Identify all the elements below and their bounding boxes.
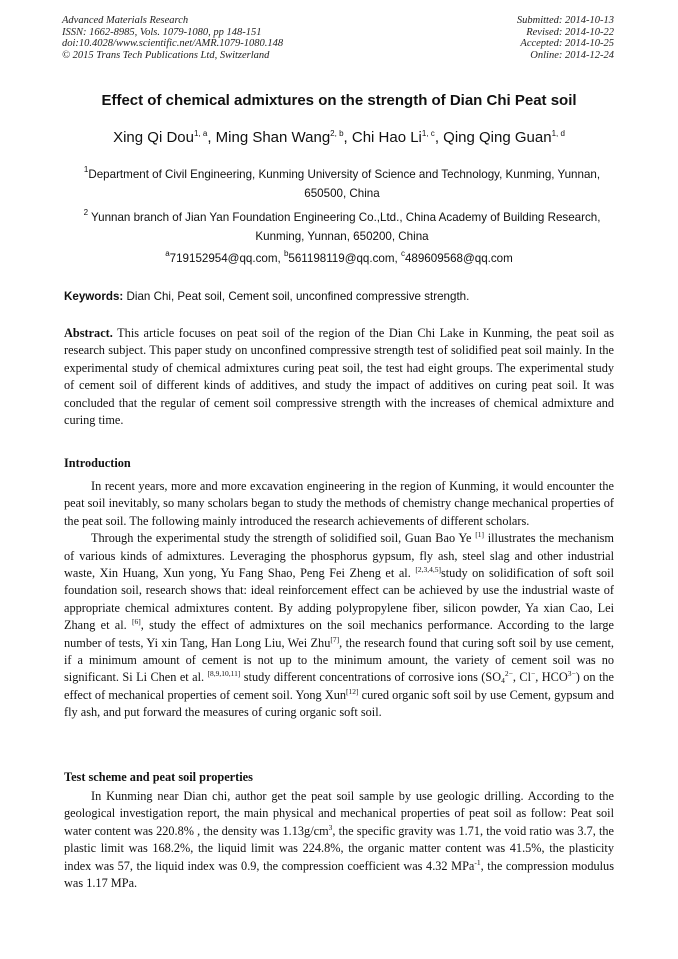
citation: [12] bbox=[346, 686, 359, 696]
citation: [2,3,4,5] bbox=[415, 565, 441, 575]
journal-doi: doi:10.4028/www.scientific.net/AMR.1079-1080.148 bbox=[62, 38, 284, 50]
keywords-text: Dian Chi, Peat soil, Cement soil, unconfined compressive strength. bbox=[126, 290, 470, 303]
text-run: ) on the effect of mechanical properties of cement soil. Yong Xun bbox=[64, 670, 614, 702]
test-scheme-body bbox=[64, 788, 614, 892]
text-run: illustrates the mechanism of various kinds of admixtures. Leveraging the phosphorus gypsum, fly ash, steel slag and other industrial waste, Xin Huang, Xun yong, Yu Fang Shao, Peng Fei Zheng et al. bbox=[64, 531, 614, 581]
abstract bbox=[64, 325, 614, 429]
text-run: cured organic soft soil by use Cement, gypsum and fly ash, and put forward the measures of curing organic soft soil. bbox=[64, 687, 614, 720]
author-affiliation-mark: 2, b bbox=[330, 129, 344, 138]
author-affiliation-mark: 1, d bbox=[551, 129, 565, 138]
text-run: , the compression modulus was 1.17 MPa. bbox=[64, 858, 614, 891]
text-run: , the specific gravity was 1.71, the void ratio was 3.7, the plastic limit was 168.2%, the liquid limit was 224.8%, the organic matter content was 41.5%, the plasticity index was 57, the liquid index was 0.9, the compression coefficient was 4.32 MPa bbox=[64, 823, 614, 873]
ion-chloride: Cl bbox=[519, 670, 532, 685]
submitted-date: Submitted: 2014-10-13 bbox=[516, 15, 614, 26]
paragraph bbox=[64, 788, 614, 892]
journal-header-right bbox=[517, 15, 614, 61]
author-affiliation-mark: 1, c bbox=[421, 129, 435, 138]
author-name: Chi Hao Li bbox=[351, 129, 422, 146]
email-mark: b bbox=[283, 249, 289, 258]
paper-title: Effect of chemical admixtures on the strength of Dian Chi Peat soil bbox=[101, 92, 577, 109]
section-heading-test-scheme: Test scheme and peat soil properties bbox=[64, 770, 253, 784]
text-run: In Kunming near Dian chi, author get the peat soil sample by use geologic drilling. According to the geological investigation report, the main physical and mechanical properties of peat soil as follow: Peat soil water content was 220.8% , the density was 1.13g/cm bbox=[64, 789, 614, 838]
text-run: , study the effect of admixtures on the soil mechanics performance. According to the large number of tests, Yi xin Tang, Han Long Liu, Wei Zhu bbox=[64, 618, 614, 650]
citation: [8,9,10,11] bbox=[207, 669, 241, 679]
email-mark: a bbox=[165, 249, 170, 258]
affiliation-mark: 1 bbox=[83, 165, 89, 174]
ion-bicarbonate: HCO bbox=[541, 670, 568, 685]
unit-exponent: -1 bbox=[474, 857, 481, 867]
accepted-date: Accepted: 2014-10-25 bbox=[520, 38, 614, 50]
text-run: study different concentrations of corrosive ions ( bbox=[240, 670, 486, 685]
chemical-ions bbox=[485, 670, 575, 684]
ion-charge: 3− bbox=[567, 669, 576, 679]
email-mark: c bbox=[400, 249, 405, 258]
author-name: Ming Shan Wang bbox=[215, 129, 331, 146]
ion-charge: − bbox=[531, 669, 536, 679]
affiliation-2 bbox=[82, 208, 602, 246]
email-list: $^a$719152954@qq.com, $^b$561198119@qq.com, $^c$489609568@qq.com bbox=[165, 249, 513, 265]
journal-copyright: © 2015 Trans Tech Publications Ltd, Switzerland bbox=[62, 49, 270, 61]
affiliation-mark: 2 bbox=[83, 208, 89, 217]
ion-charge: 2− bbox=[504, 669, 513, 679]
ion-subscript: 4 bbox=[501, 676, 505, 686]
introduction-body bbox=[64, 478, 614, 722]
author-name: Xing Qi Dou bbox=[113, 129, 194, 146]
abstract-label: Abstract. bbox=[64, 326, 113, 340]
ion-sulfate: SO bbox=[485, 670, 502, 685]
email-address: 489609568@qq.com bbox=[404, 252, 513, 265]
online-date: Online: 2014-12-24 bbox=[530, 49, 614, 61]
text-run: study on solidification of soft soil foundation soil, research shows that: ideal reinforcement effect can be achieved by use the industrial waste of appropriate chemical admixtures content. By adding polypropylene fiber, silicon powder, Ya xian Cao, Lei Zhang et al. bbox=[64, 566, 614, 633]
citation: [1] bbox=[475, 530, 484, 540]
abstract-text: This article focuses on peat soil of the region of the Dian Chi Lake in Kunming, the peat soil as research subject. This paper study on unconfined compressive strength test of solidified peat soil mainly. In the experimental study of chemical admixtures curing peat soil, the test had eight groups. The experimental study of cement soil of different kinds of additives, and study the impact of additives on curing peat soil. It was concluded that the regular of cement soil compressive strength with the increases of chemical admixture and curing time. bbox=[64, 326, 614, 428]
email-address: 561198119@qq.com bbox=[288, 252, 395, 265]
separator: , bbox=[535, 670, 542, 685]
paragraph: In recent years, more and more excavation engineering in the region of Kunming, it would encounter the peat soil inevitably, so many scholars began to study the methods of chemistry change mechanical properties of the peat soil. The following mainly introduced the research achievements of different scholars. bbox=[64, 479, 614, 528]
affiliation-1 bbox=[82, 165, 602, 203]
author-affiliation-mark: 1, a bbox=[193, 129, 208, 138]
journal-header-left bbox=[62, 15, 283, 61]
separator: , bbox=[512, 670, 520, 685]
keywords-label: Keywords: bbox=[64, 290, 124, 303]
unit-exponent: 3 bbox=[328, 822, 333, 832]
author-name: Qing Qing Guan bbox=[443, 129, 552, 146]
citation: [6] bbox=[132, 617, 141, 627]
email-address: 719152954@qq.com bbox=[169, 252, 278, 265]
journal-issn: ISSN: 1662-8985, Vols. 1079-1080, pp 148-151 bbox=[62, 26, 262, 38]
author-list: Xing Qi Dou$^{1, a}$, Ming Shan Wang$^{2, b}$, Chi Hao Li$^{1, c}$, Qing Qing Guan$^{1, d}$ bbox=[113, 129, 565, 146]
affiliation-text: Yunnan branch of Jian Yan Foundation Engineering Co.,Ltd., China Academy of Building Research, Kunming, Yunnan, 650200, China bbox=[88, 211, 601, 243]
revised-date: Revised: 2014-10-22 bbox=[526, 26, 614, 38]
keywords bbox=[64, 290, 616, 303]
section-heading-introduction: Introduction bbox=[64, 456, 131, 470]
journal-name: Advanced Materials Research bbox=[62, 15, 189, 26]
affiliation-text: Department of Civil Engineering, Kunming University of Science and Technology, Kunming, Yunnan, 650500, China bbox=[88, 168, 601, 200]
text-run: Through the experimental study the strength of solidified soil, Guan Bao Ye bbox=[91, 531, 476, 546]
text-run: , the research found that curing soft soil by use cement, if a minimum amount of cement is not up to the minimum amount, the variety of cement soil was no significant. Si Li Chen et al. bbox=[64, 635, 614, 685]
citation: [7] bbox=[330, 634, 340, 644]
paragraph bbox=[64, 530, 614, 721]
